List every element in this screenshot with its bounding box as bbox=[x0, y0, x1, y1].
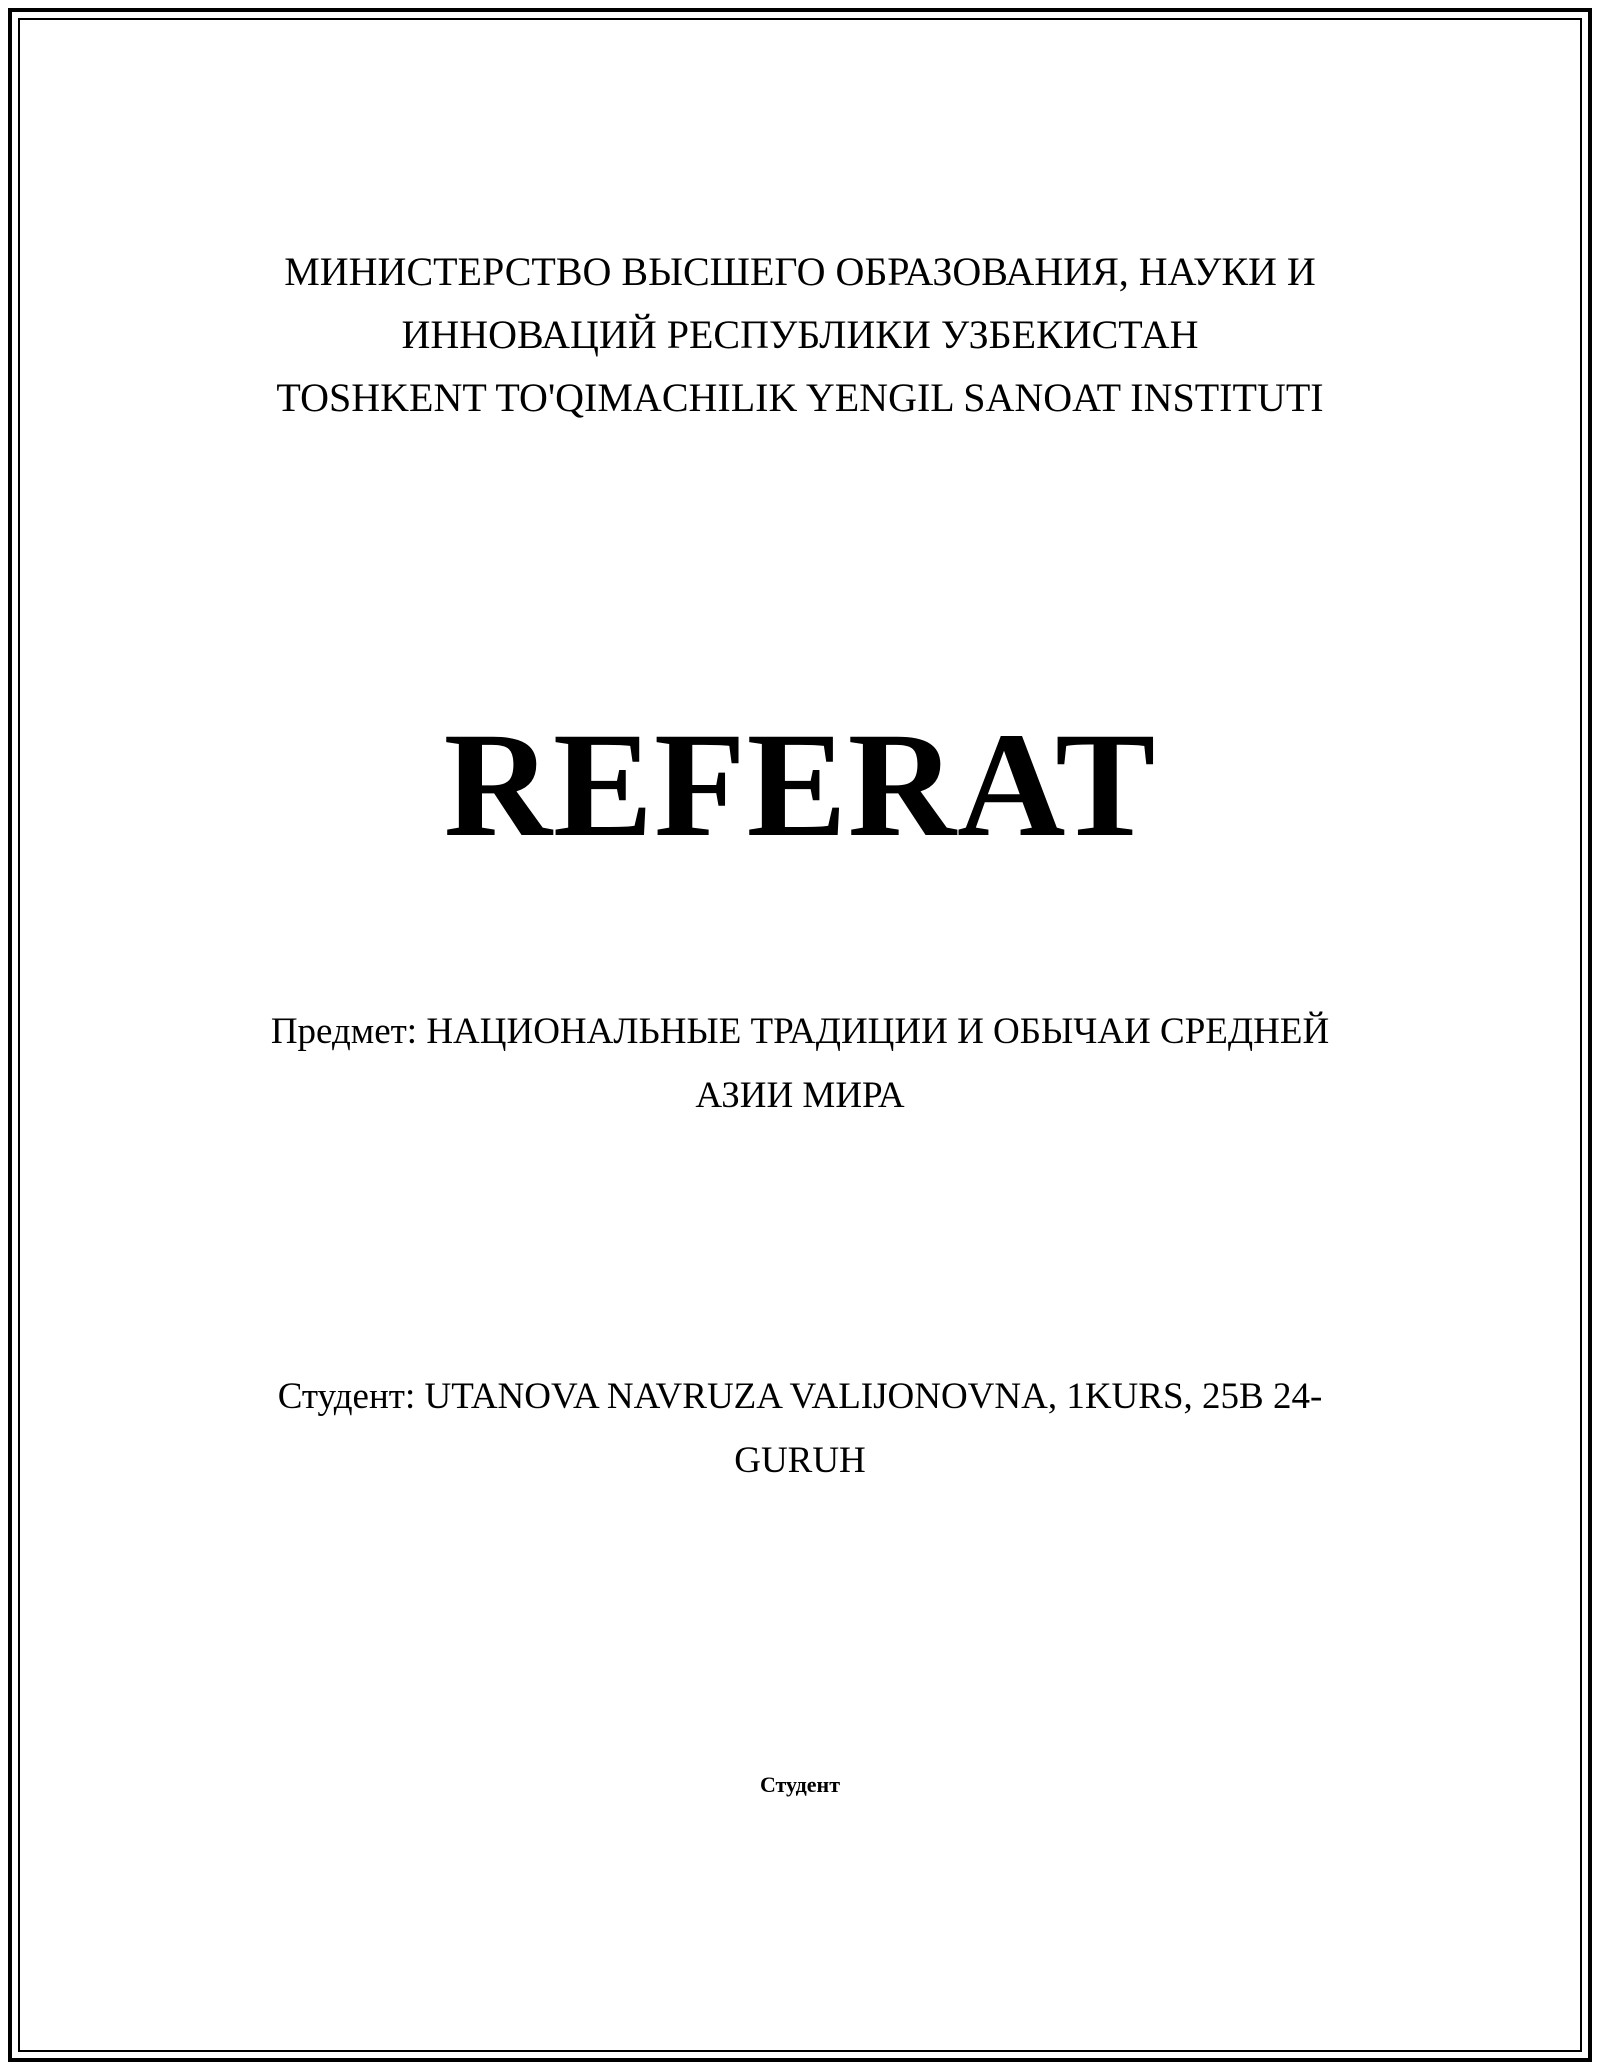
document-title: REFERAT bbox=[443, 702, 1157, 868]
ministry-line-1: МИНИСТЕРСТВО ВЫСШЕГО ОБРАЗОВАНИЯ, НАУКИ И bbox=[284, 249, 1316, 294]
ministry-line-2: ИННОВАЦИЙ РЕСПУБЛИКИ УЗБЕКИСТАН bbox=[401, 312, 1199, 357]
subject-block bbox=[0, 1000, 1600, 1128]
institution-header bbox=[0, 240, 1600, 429]
student-signature-label: Студент bbox=[759, 1772, 841, 1797]
student-line-2: GURUH bbox=[734, 1440, 866, 1481]
subject-line-1: Предмет: НАЦИОНАЛЬНЫЕ ТРАДИЦИИ И ОБЫЧАИ СРЕДНЕЙ bbox=[270, 1011, 1330, 1052]
student-block bbox=[0, 1365, 1600, 1493]
subject-line-2: АЗИИ МИРА bbox=[695, 1075, 905, 1116]
student-line-1: Студент: UTANOVA NAVRUZA VALIJONOVNA, 1KURS, 25B 24- bbox=[277, 1376, 1323, 1417]
institute-name: TOSHKENT TO'QIMACHILIK YENGIL SANOAT INSTITUTI bbox=[276, 375, 1324, 420]
